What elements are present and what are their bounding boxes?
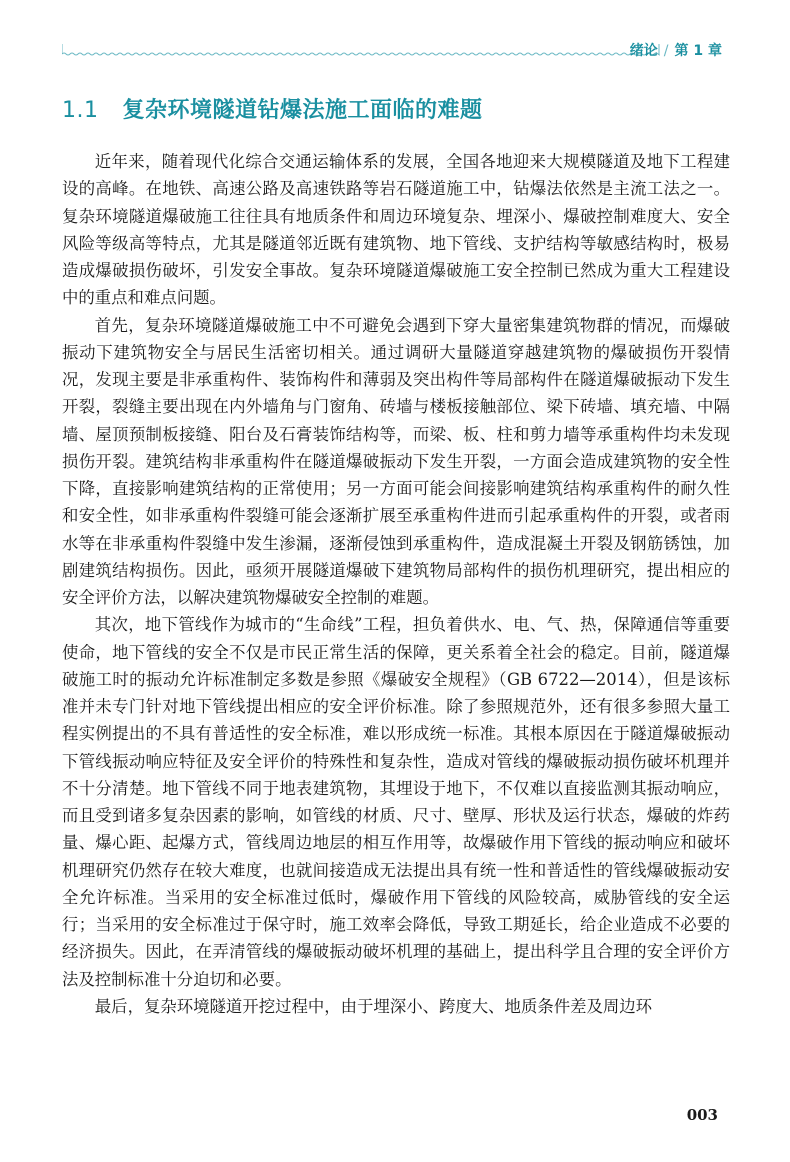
header-wavy-rule (62, 44, 660, 58)
section-number: 1.1 (62, 98, 99, 123)
body-text (62, 148, 730, 1020)
page-number: 003 (686, 1106, 718, 1124)
section-heading (62, 93, 483, 124)
running-head-chapter-name: 绪论 (629, 43, 658, 59)
running-head-chapter-number: 第 1 章 (674, 43, 722, 59)
paragraph: 首先，复杂环境隧道爆破施工中不可避免会遇到下穿大量密集建筑物群的情况，而爆破振动下建筑物安全与居民生活密切相关。通过调研大量隧道穿越建筑物的爆破损伤开裂情况，发现主要是非承重构件、装饰构件和薄弱及突出构件等局部构件在隧道爆破振动下发生开裂，裂缝主要出现在内外墙角与门窗角、砖墙与楼板接触部位、梁下砖墙、填充墙、中隔墙、屋顶预制板接缝、阳台及石膏装饰结构等，而梁、板、柱和剪力墙等承重构件均未发现损伤开裂。建筑结构非承重构件在隧道爆破振动下发生开裂，一方面会造成建筑物的安全性下降，直接影响建筑结构的正常使用；另一方面可能会间接影响建筑结构承重构件的耐久性和安全性，如非承重构件裂缝可能会逐渐扩展至承重构件进而引起承重构件的开裂，或者雨水等在非承重构件裂缝中发生渗漏，逐渐侵蚀到承重构件，造成混凝土开裂及钢筋锈蚀，加剧建筑结构损伤。因此，亟须开展隧道爆破下建筑物局部构件的损伤机理研究，提出相应的安全评价方法，以解决建筑物爆破安全控制的难题。 (62, 315, 730, 607)
running-head-separator: / (663, 43, 669, 59)
wavy-line-graphic (62, 44, 660, 58)
paragraph: 最后，复杂环境隧道开挖过程中，由于埋深小、跨度大、地质条件差及周边环 (94, 996, 653, 1016)
running-head (630, 40, 722, 60)
paragraph: 其次，地下管线作为城市的“生命线”工程，担负着供水、电、气、热，保障通信等重要使命，地下管线的安全不仅是市民正常生活的保障，更关系着全社会的稳定。目前，隧道爆破施工时的振动允许标准制定多数是参照《爆破安全规程》（GB 6722—2014），但是该标准并未专门针对地下管线提出相应的安全评价标准。除了参照规范外，还有很多参照大量工程实例提出的不具有普适性的安全标准，难以形成统一标准。其根本原因在于隧道爆破振动下管线振动响应特征及安全评价的特殊性和复杂性，造成对管线的爆破振动损伤破坏机理并不十分清楚。地下管线不同于地表建筑物，其埋设于地下，不仅难以直接监测其振动响应，而且受到诸多复杂因素的影响，如管线的材质、尺寸、壁厚、形状及运行状态，爆破的炸药量、爆心距、起爆方式，管线周边地层的相互作用等，故爆破作用下管线的振动响应和破坏机理研究仍然存在较大难度，也就间接造成无法提出具有统一性和普适性的管线爆破振动安全允许标准。当采用的安全标准过低时，爆破作用下管线的风险较高，威胁管线的安全运行；当采用的安全标准过于保守时，施工效率会降低，导致工期延长，给企业造成不必要的经济损失。因此，在弄清管线的爆破振动破坏机理的基础上，提出科学且合理的安全评价方法及控制标准十分迫切和必要。 (62, 615, 730, 989)
section-title: 复杂环境隧道钻爆法施工面临的难题 (122, 98, 483, 123)
paragraph: 近年来，随着现代化综合交通运输体系的发展，全国各地迎来大规模隧道及地下工程建设的高峰。在地铁、高速公路及高速铁路等岩石隧道施工中，钻爆法依然是主流工法之一。复杂环境隧道爆破施工往往具有地质条件和周边环境复杂、埋深小、爆破控制难度大、安全风险等级高等特点，尤其是隧道邻近既有建筑物、地下管线、支护结构等敏感结构时，极易造成爆破损伤破坏，引发安全事故。复杂环境隧道爆破施工安全控制已然成为重大工程建设中的重点和难点问题。 (62, 152, 730, 308)
